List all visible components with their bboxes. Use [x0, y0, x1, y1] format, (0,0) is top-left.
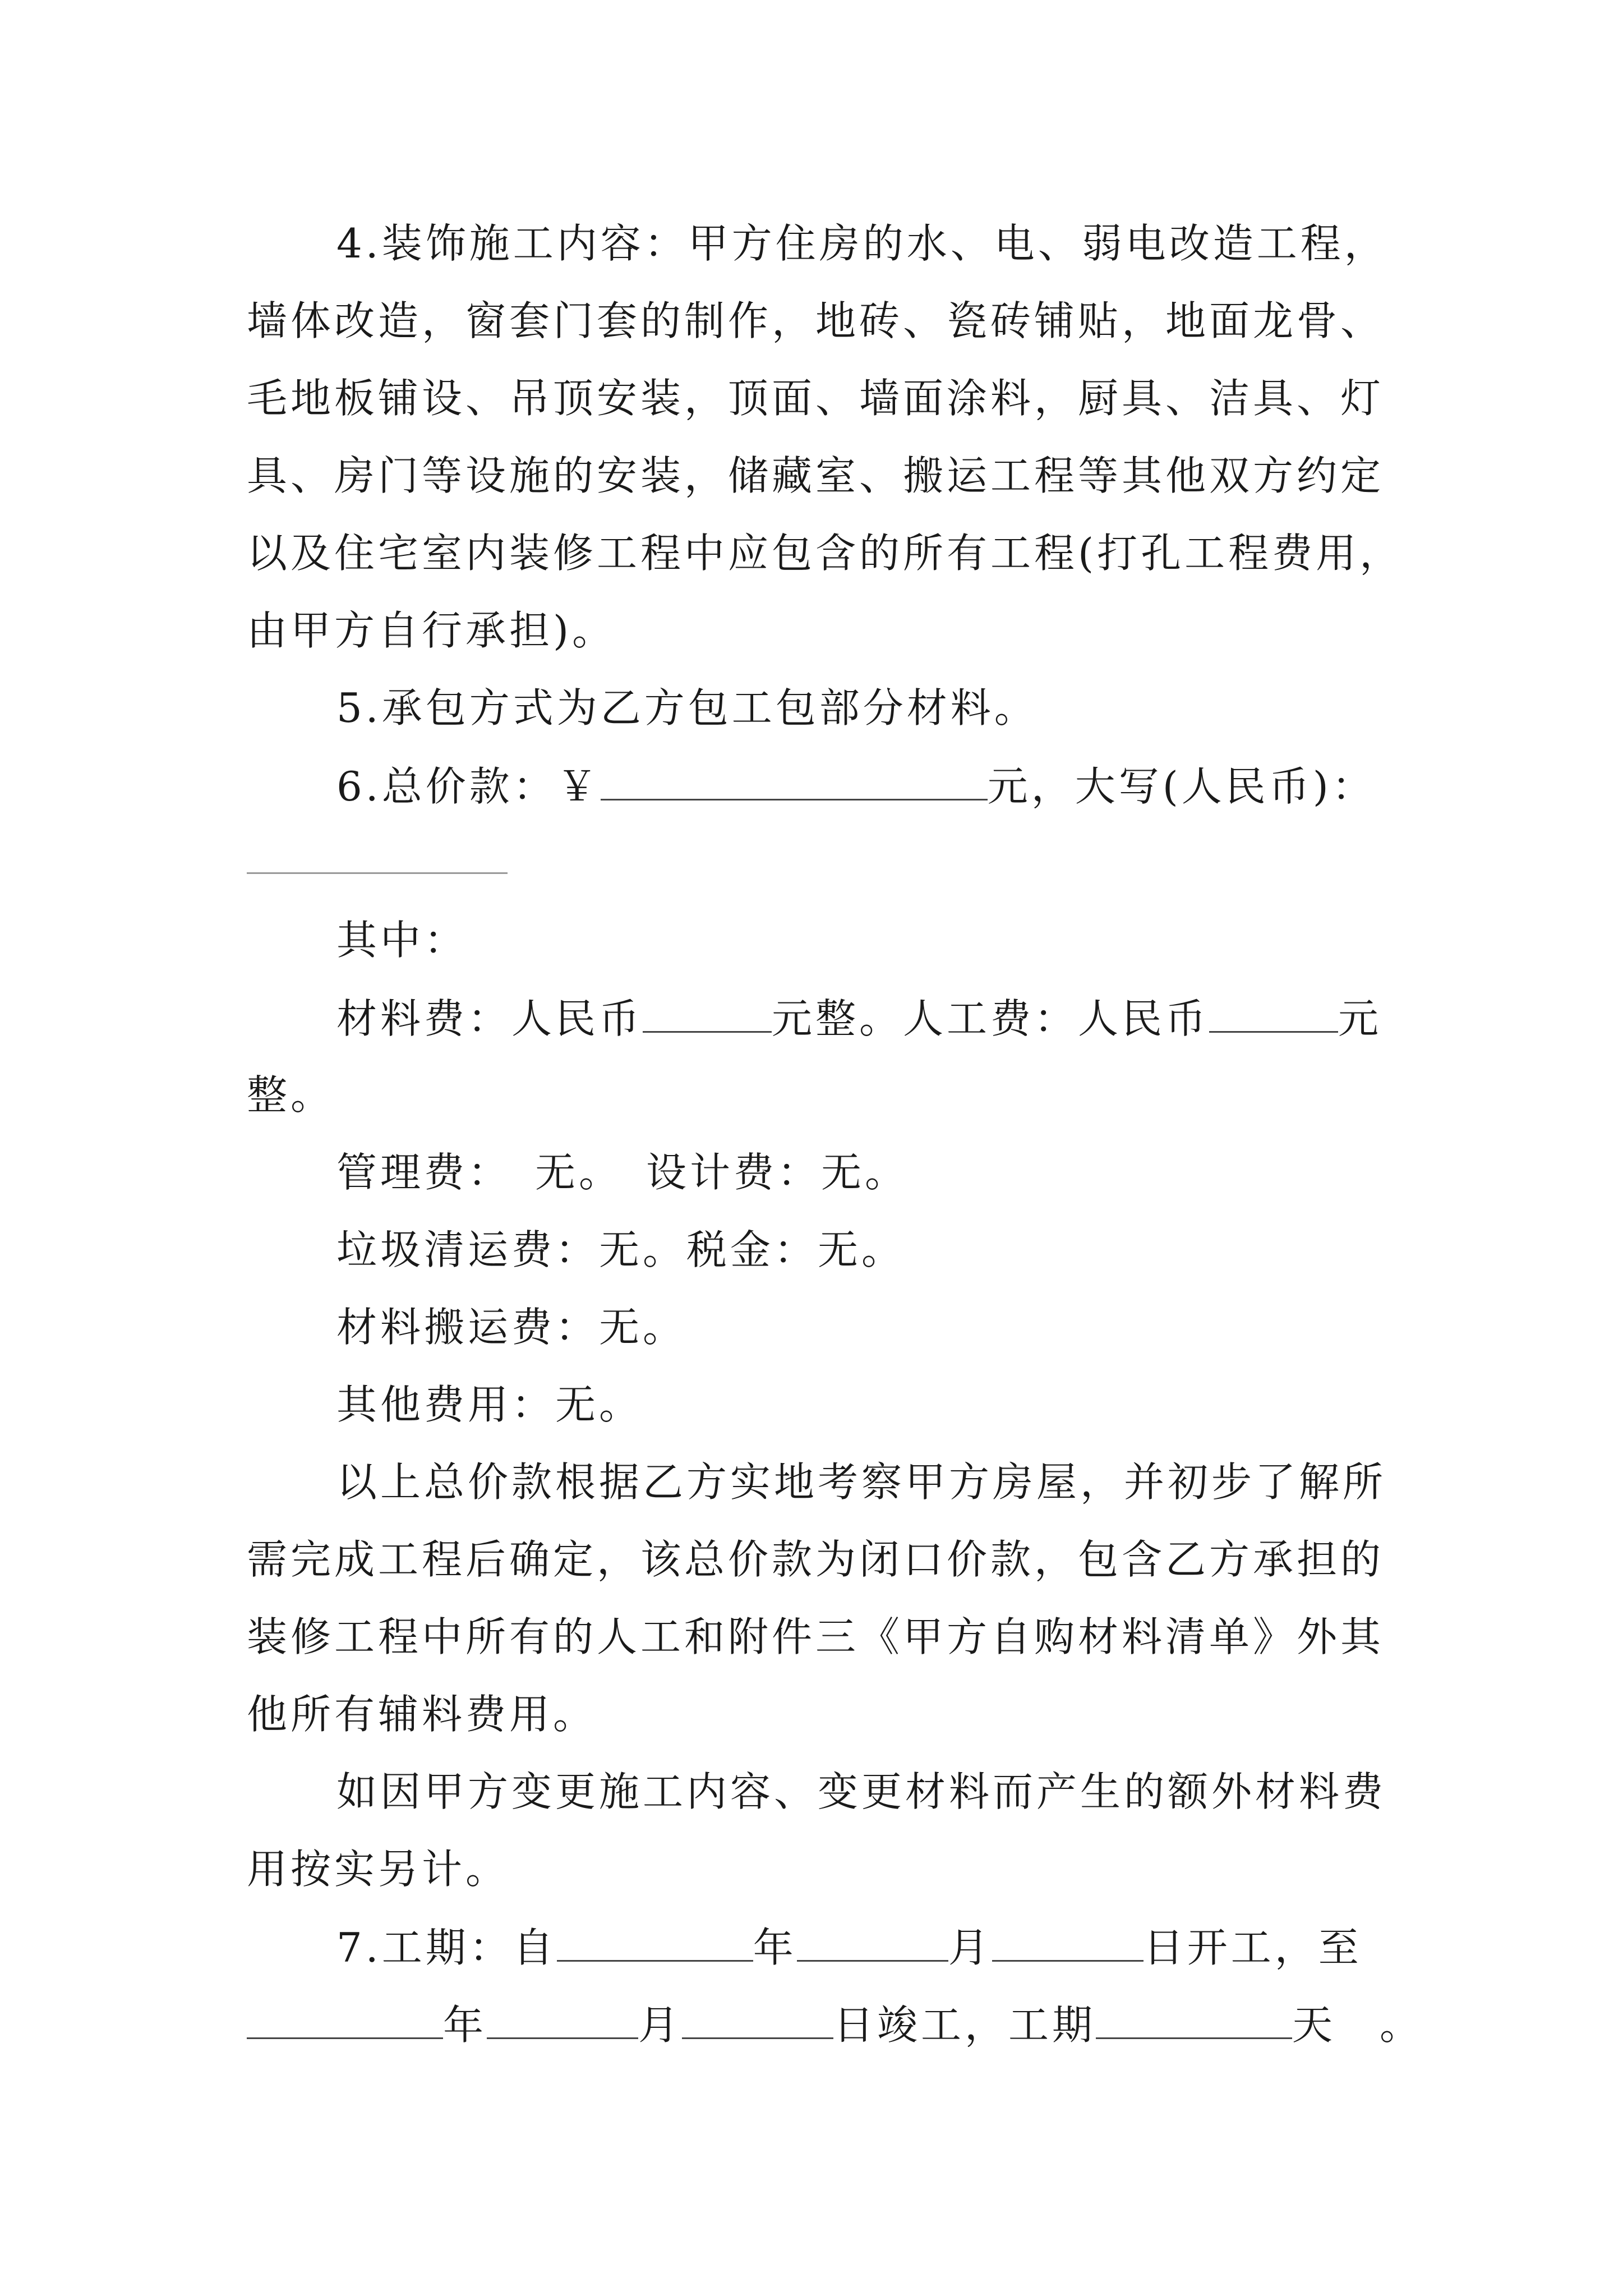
year-label-2: 年: [443, 2001, 487, 2049]
end-day-blank[interactable]: [682, 2004, 833, 2039]
month-label-2: 月: [638, 2001, 683, 2049]
start-month-blank[interactable]: [797, 1926, 948, 1962]
item4-line-1: 4.装饰施工内容：甲方住房的水、电、弱电改造工程，: [336, 220, 1388, 267]
period-label: 7.工期：自: [336, 1924, 557, 1971]
item6-total-price-line: [336, 763, 1376, 810]
garbage-fee-line: 垃圾清运费：无。税金：无。: [336, 1226, 906, 1273]
item4-line-6: 由甲方自行承担)。: [247, 607, 616, 654]
year-label: 年: [753, 1924, 797, 1971]
item4-line-3: 毛地板铺设、吊顶安装，顶面、墙面涂料，厨具、洁具、灯: [247, 375, 1385, 422]
yuan-label: 元: [1338, 995, 1382, 1042]
start-day-blank[interactable]: [992, 1926, 1144, 1962]
para2-line-2: 用按实另计。: [247, 1846, 510, 1893]
material-fee-blank[interactable]: [643, 997, 772, 1033]
end-year-blank[interactable]: [247, 2004, 443, 2039]
amount-in-words-blank[interactable]: [247, 872, 508, 874]
labor-fee-label: 元整。人工费：人民币: [772, 995, 1210, 1042]
month-label: 月: [948, 1924, 992, 1971]
item7-period-line-1: [336, 1924, 1362, 1971]
other-fee-line: 其他费用：无。: [336, 1381, 643, 1428]
para1-line-1: 以上总价款根据乙方实地考察甲方房屋，并初步了解所: [336, 1458, 1387, 1506]
para1-line-4: 他所有辅料费用。: [247, 1691, 597, 1738]
days-label: 天 。: [1292, 2001, 1424, 2049]
item6-suffix: 元，大写(人民币)：: [987, 763, 1376, 810]
total-amount-blank[interactable]: [601, 765, 988, 800]
para1-line-2: 需完成工程后确定，该总价款为闭口价款，包含乙方承担的: [247, 1536, 1385, 1583]
item7-period-line-2: [247, 2001, 1424, 2049]
labor-fee-blank[interactable]: [1209, 997, 1338, 1033]
start-year-blank[interactable]: [557, 1926, 753, 1962]
material-fee-line-end: 整。: [247, 1071, 335, 1119]
item5-line: 5.承包方式为乙方包工包部分材料。: [336, 684, 1038, 731]
end-month-blank[interactable]: [487, 2004, 638, 2039]
material-fee-label: 材料费：人民币: [336, 995, 643, 1042]
management-fee-line: 管理费： 无。 设计费：无。: [336, 1149, 909, 1196]
end-label: 日竣工，工期: [833, 2001, 1096, 2049]
material-fee-line: [336, 995, 1382, 1042]
para2-line-1: 如因甲方变更施工内容、变更材料而产生的额外材料费: [336, 1768, 1387, 1815]
item6-label: 6.总价款：￥: [336, 763, 601, 810]
start-label: 日开工，至: [1143, 1924, 1362, 1971]
item4-line-5: 以及住宅室内装修工程中应包含的所有工程(打孔工程费用，: [247, 530, 1404, 577]
item4-line-4: 具、房门等设施的安装，储藏室、搬运工程等其他双方约定: [247, 452, 1385, 499]
duration-days-blank[interactable]: [1096, 2004, 1292, 2039]
para1-line-3: 装修工程中所有的人工和附件三《甲方自购材料清单》外其: [247, 1613, 1385, 1660]
among-line: 其中：: [336, 917, 468, 964]
item4-line-2: 墙体改造，窗套门套的制作，地砖、瓷砖铺贴，地面龙骨、: [247, 297, 1385, 344]
moving-fee-line: 材料搬运费：无。: [336, 1304, 687, 1351]
